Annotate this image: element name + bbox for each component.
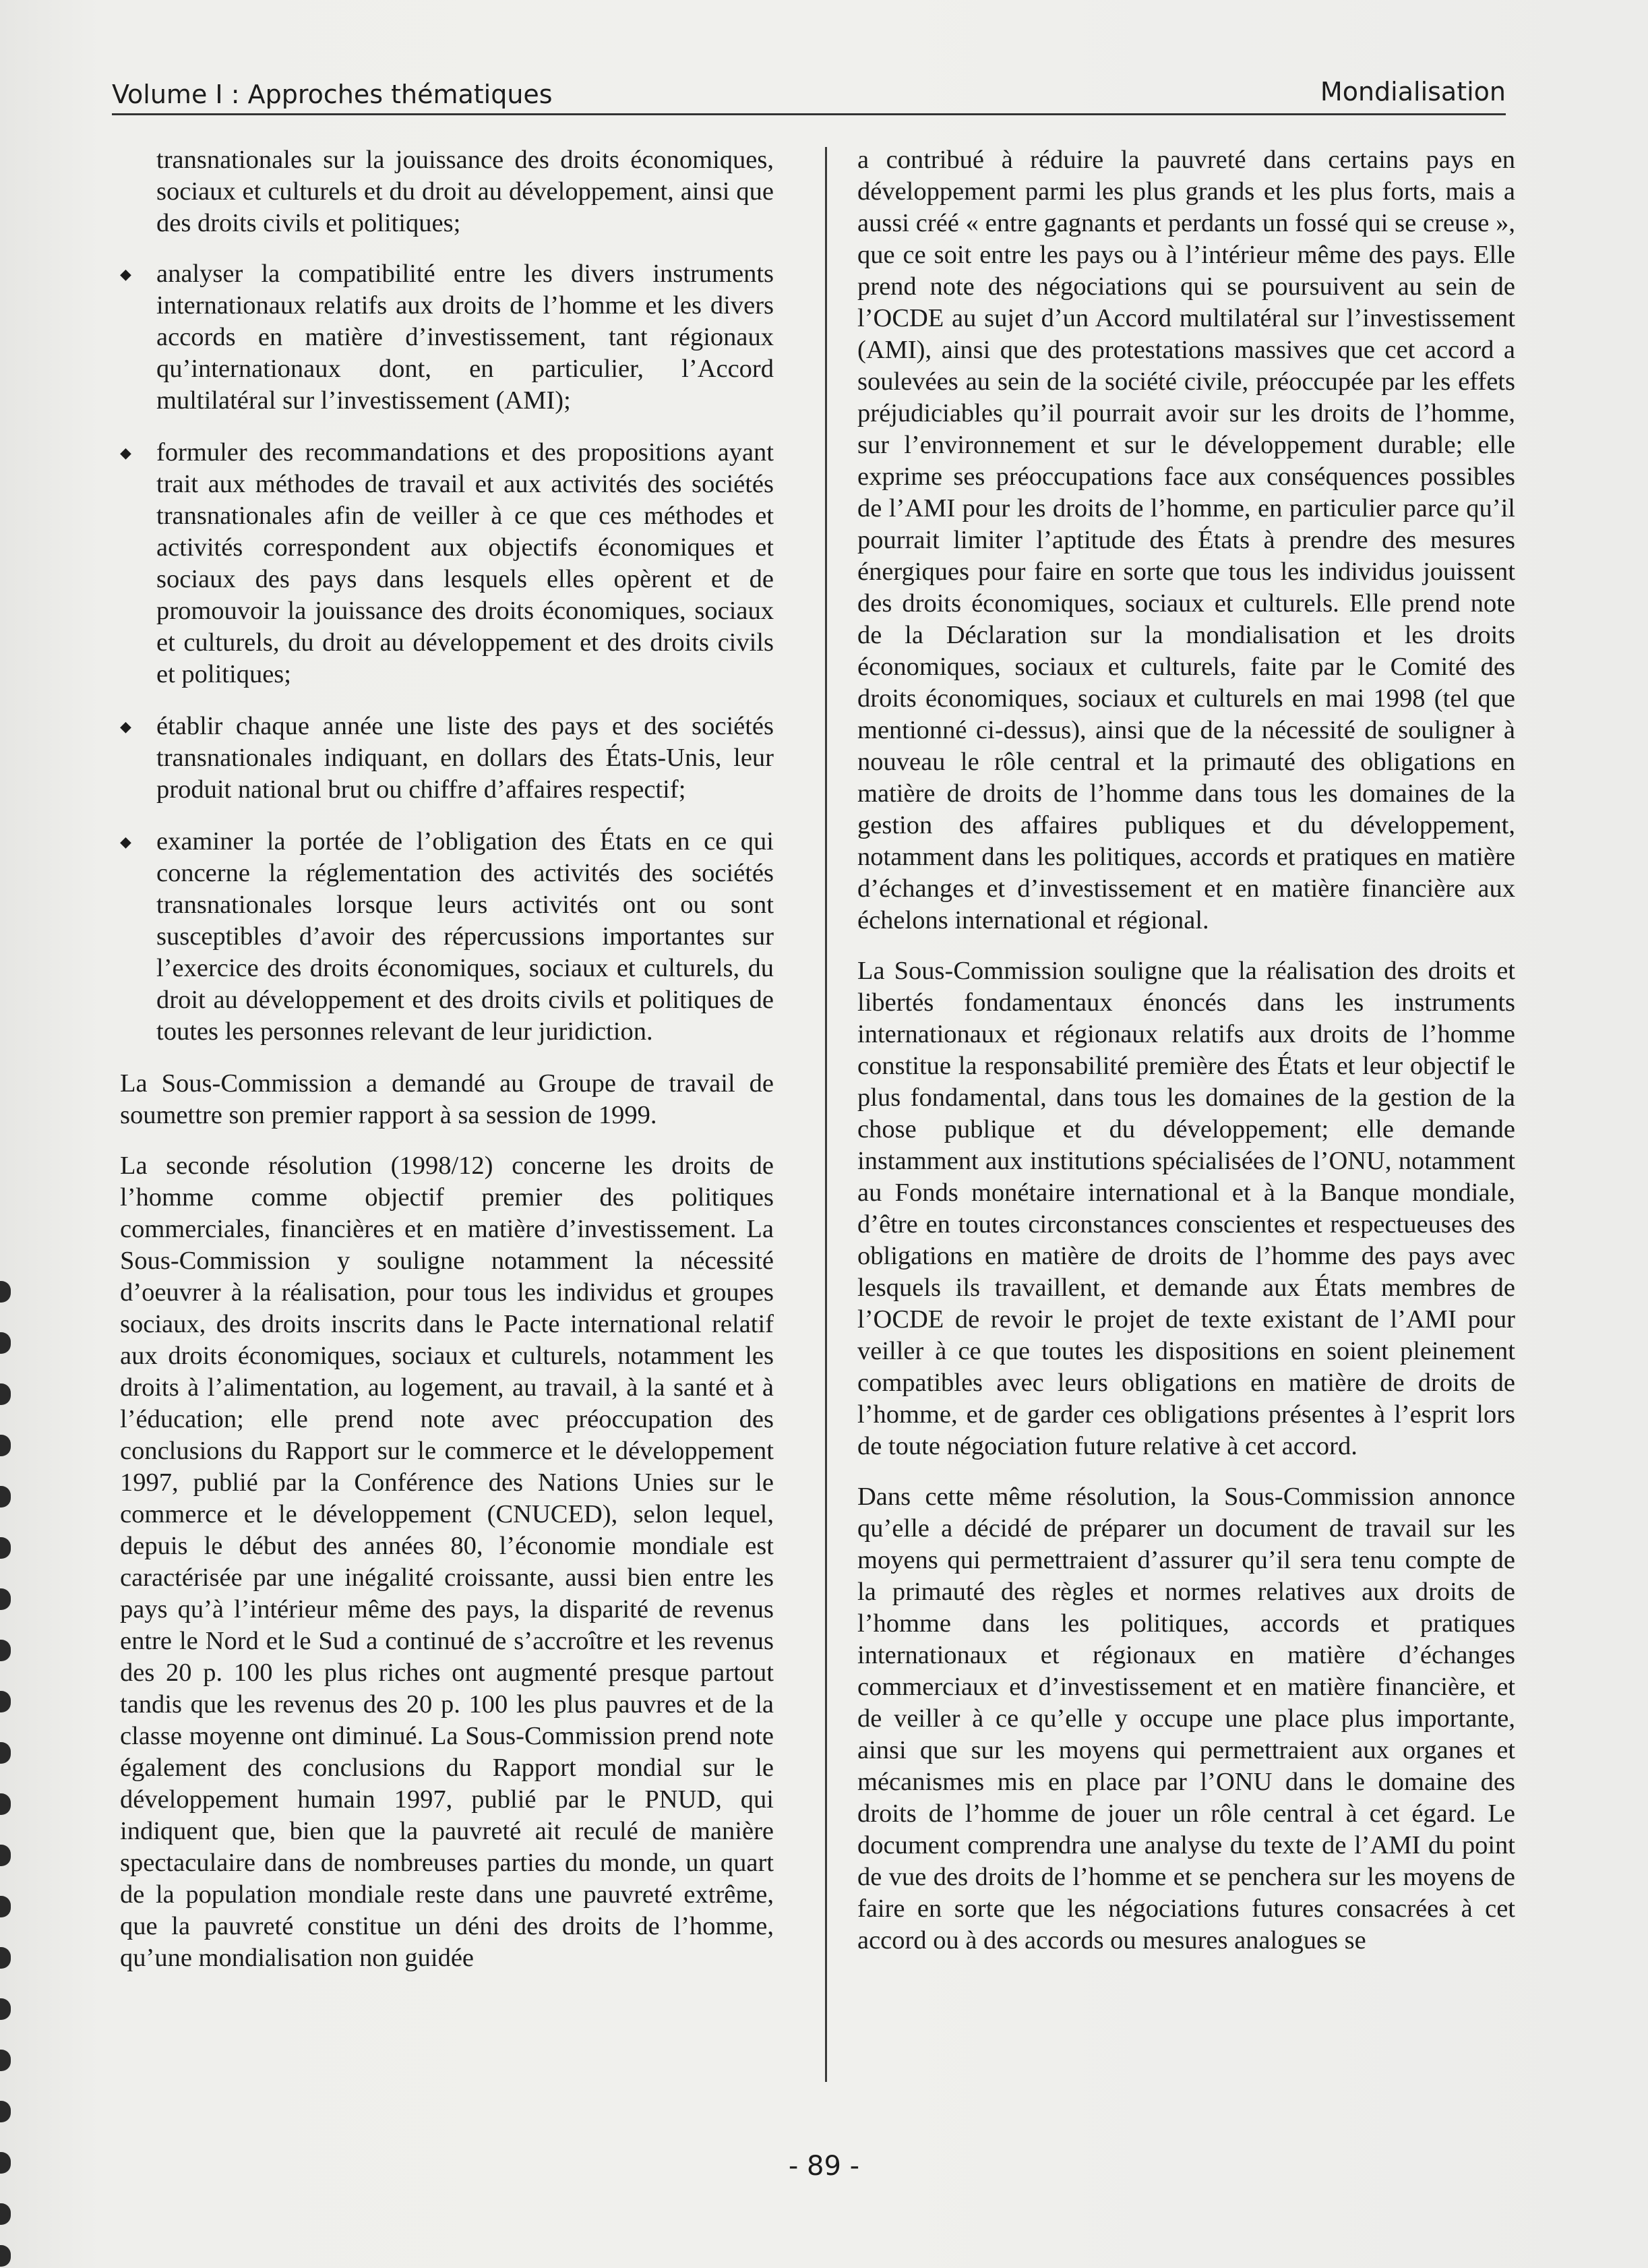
column-divider <box>825 147 827 2082</box>
page-number: - 89 - <box>788 2151 860 2182</box>
left-column <box>120 144 774 1993</box>
diamond-bullet-icon: ◆ <box>120 266 131 282</box>
diamond-bullet-icon: ◆ <box>120 444 131 461</box>
list-item <box>120 437 774 690</box>
list-item-text: examiner la portée de l’obligation des États en ce qui concerne la réglementation des activités des sociétés transnationales lorsque leurs activités ont ou sont susceptibles d’avoir des répercussions importantes sur l’exercice des droits économiques, sociaux et culturels, du droit au développement et des droits civils et politiques de toutes les personnes relevant de leur juridiction. <box>156 827 774 1046</box>
header-volume-title: Volume I : Approches thématiques <box>112 80 553 109</box>
running-header <box>112 73 1506 115</box>
list-item <box>120 711 774 806</box>
paragraph: a contribué à réduire la pauvreté dans certains pays en développement parmi les plus grands et les plus forts, mais a aussi créé « entre gagnants et perdants un fossé qui se creuse », que ce soit entre les pays ou à l’intérieur même des pays. Elle prend note des négociations qui se poursuivent au sein de l’OCDE au sujet d’un Accord multilatéral sur l’investissement (AMI), ainsi que des protestations massives que cet accord a soulevées au sein de la société civile, préoccupée par les effets préjudiciables qu’il pourrait avoir sur les droits de l’homme, sur l’environnement et sur le développement durable; elle exprime ses préoccupations face aux conséquences possibles de l’AMI pour les droits de l’homme, en particulier parce qu’il pourrait limiter l’aptitude des États à prendre des mesures énergiques pour faire en sorte que tous les individus jouissent des droits économiques, sociaux et culturels. Elle prend note de la Déclaration sur la mondialisation et les droits économiques, sociaux et culturels, faite par le Comité des droits économiques, sociaux et culturels en mai 1998 (tel que mentionné ci-dessus), ainsi que de la nécessité de souligner à nouveau le rôle central et la primauté des obligations en matière de droits de l’homme dans tous les domaines de la gestion des affaires publiques et du développement, notamment dans les politiques, accords et pratiques en matière d’échanges et d’investissement et en matière financière aux échelons international et régional. <box>857 146 1515 934</box>
paragraph: La seconde résolution (1998/12) concerne les droits de l’homme comme objectif premier des politiques commerciales, financières et en matière d’investissement. La Sous-Commission y souligne notamment la nécessité d’oeuvrer à la réalisation, pour tous les individus et groupes sociaux, des droits inscrits dans le Pacte international relatif aux droits économiques, sociaux et culturels, notamment les droits à l’alimentation, au logement, au travail, à la santé et à l’éducation; elle prend note avec préoccupation des conclusions du Rapport sur le commerce et le développement 1997, publié par la Conférence des Nations Unies sur le commerce et le développement (CNUCED), selon lequel, depuis le début des années 80, l’économie mondiale est caractérisée par une inégalité croissante, aussi bien entre les pays qu’à l’intérieur même des pays, la disparité de revenus entre le Nord et le Sud a continué de s’accroître et les revenus des 20 p. 100 les plus riches ont augmenté presque partout tandis que les revenus des 20 p. 100 les plus pauvres et de la classe moyenne ont diminué. La Sous-Commission prend note également des conclusions du Rapport mondial sur le développement humain 1997, publié par le PNUD, qui indiquent que, bien que la pauvreté ait reculé de manière spectaculaire dans de nombreuses parties du monde, un quart de la population mondiale reste dans une pauvreté extrême, que la pauvreté constitue un déni des droits de l’homme, qu’une mondialisation non guidée <box>120 1152 774 1972</box>
list-item-text: analyser la compatibilité entre les divers instruments internationaux relatifs aux droits de l’homme et les divers accords en matière d’investissement, tant régionaux qu’internationaux dont, en particulier, l’Accord multilatéral sur l’investissement (AMI); <box>156 260 774 415</box>
continued-bullet-text: transnationales sur la jouissance des droits économiques, sociaux et culturels et du droit au développement, ainsi que des droits civils et politiques; <box>156 146 774 237</box>
bullet-list <box>120 258 774 1048</box>
list-item <box>120 258 774 417</box>
spiral-binding <box>0 1281 20 2268</box>
paragraph: Dans cette même résolution, la Sous-Commission annonce qu’elle a décidé de préparer un document de travail sur les moyens qui permettraient d’assurer qu’il sera tenu compte de la primauté des règles et normes relatives aux droits de l’homme dans les politiques, accords et pratiques internationaux et régionaux en matière d’échanges commerciaux et d’investissement et en matière financière, et de veiller à ce qu’elle y occupe une place plus importante, ainsi que sur les moyens qui permettraient aux organes et mécanismes mis en place par l’ONU dans le domaine des droits de l’homme de jouer un rôle central à cet égard. Le document comprendra une analyse du texte de l’AMI du point de vue des droits de l’homme et se penchera sur les moyens de faire en sorte que les négociations futures consacrées à cet accord ou à des accords ou mesures analogues se <box>857 1483 1515 1954</box>
paragraph: La Sous-Commission a demandé au Groupe de travail de soumettre son premier rapport à sa session de 1999. <box>120 1069 774 1129</box>
right-column <box>857 144 1515 1975</box>
list-item-text: établir chaque année une liste des pays et des sociétés transnationales indiquant, en dollars des États-Unis, leur produit national brut ou chiffre d’affaires respectif; <box>156 712 774 804</box>
diamond-bullet-icon: ◆ <box>120 833 131 850</box>
paragraph: La Sous-Commission souligne que la réalisation des droits et libertés fondamentaux énoncés dans les instruments internationaux et régionaux relatifs aux droits de l’homme constitue la responsabilité première des États et leur objectif le plus fondamental, dans tous les domaines de la gestion de la chose publique et du développement; elle demande instamment aux institutions spécialisées de l’ONU, notamment au Fonds monétaire international et à la Banque mondiale, d’être en toutes circonstances conscientes et respectueuses des obligations en matière de droits de l’homme des pays avec lesquels ils travaillent, et demande aux États membres de l’OCDE de revoir le projet de texte existant de l’AMI pour veiller à ce que toutes les dispositions en soient pleinement compatibles avec leurs obligations en matière de droits de l’homme, et de garder ces obligations présentes à l’esprit lors de toute négociation future relative à cet accord. <box>857 957 1515 1460</box>
list-item-text: formuler des recommandations et des propositions ayant trait aux méthodes de travail et aux activités des sociétés transnationales afin de veiller à ce que ces méthodes et activités correspondent aux objectifs économiques et sociaux des pays dans lesquels elles opèrent et de promouvoir la jouissance des droits économiques, sociaux et culturels, du droit au développement et des droits civils et politiques; <box>156 438 774 688</box>
diamond-bullet-icon: ◆ <box>120 718 131 735</box>
list-item <box>120 826 774 1048</box>
header-section-title: Mondialisation <box>1320 77 1506 107</box>
